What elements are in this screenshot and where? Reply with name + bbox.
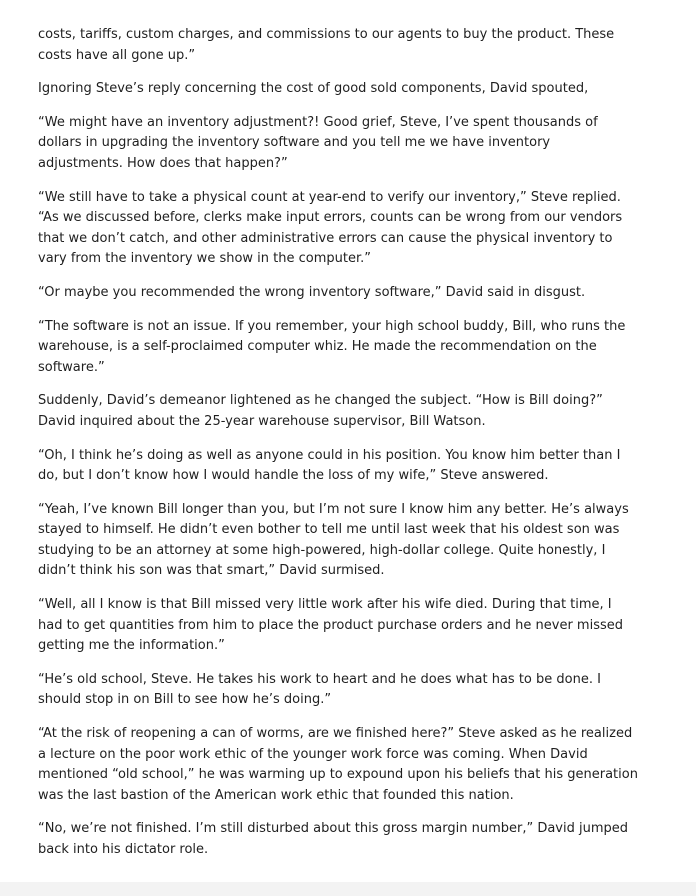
paragraph: “Oh, I think he’s doing as well as anyone could in his position. You know him better than I do, but I don’t know how I would handle the loss of my wife,” Steve answered. [38, 447, 621, 484]
document-body [38, 25, 638, 874]
paragraph: “We still have to take a physical count at year-end to verify our inventory,” Steve replied. “As we discussed before, clerks make input errors, counts can be wrong from our vendors that we don’t catch, and other administrative errors can cause the physical inventory to vary from the inventory we show in the computer.” [38, 189, 623, 267]
paragraph: “The software is not an issue. If you remember, your high school buddy, Bill, who runs the warehouse, is a self-proclaimed computer whiz. He made the recommendation on the software.” [38, 318, 626, 375]
paragraph: “Or maybe you recommended the wrong inventory software,” David said in disgust. [38, 284, 586, 300]
paragraph: costs, tariffs, custom charges, and commissions to our agents to buy the product. These costs have all gone up.” [38, 27, 615, 63]
paragraph: “He’s old school, Steve. He takes his work to heart and he does what has to be done. I should stop in on Bill to see how he’s doing.” [38, 671, 601, 708]
paragraph: “Yeah, I’ve known Bill longer than you, but I’m not sure I know him any better. He’s always stayed to himself. He didn’t even bother to tell me until last week that his oldest son was studying to be an attorney at some high-powered, high-dollar college. Quite honestly, I didn’t think his son was that smart,” David surmised. [38, 501, 629, 579]
paragraph: Ignoring Steve’s reply concerning the cost of good sold components, David spouted, [38, 81, 589, 97]
paragraph: “Well, all I know is that Bill missed very little work after his wife died. During that time, I had to get quantities from him to place the product purchase orders and he never missed getting me the information.” [38, 597, 624, 654]
paragraph: Suddenly, David’s demeanor lightened as he changed the subject. “How is Bill doing?” David inquired about the 25-year warehouse supervisor, Bill Watson. [38, 393, 603, 429]
paragraph: “At the risk of reopening a can of worms, are we finished here?” Steve asked as he realized a lecture on the poor work ethic of the younger work force was coming. When David mentioned “old school,” he was warming up to expound upon his beliefs that his generation was the last bastion of the American work ethic that founded this nation. [38, 726, 638, 803]
paragraph: “We might have an inventory adjustment?! Good grief, Steve, I’ve spent thousands of dollars in upgrading the inventory software and you tell me we have inventory adjustments. How does that happen?” [38, 114, 598, 171]
paragraph: “No, we’re not finished. I’m still disturbed about this gross margin number,” David jumped back into his dictator role. [38, 821, 629, 857]
